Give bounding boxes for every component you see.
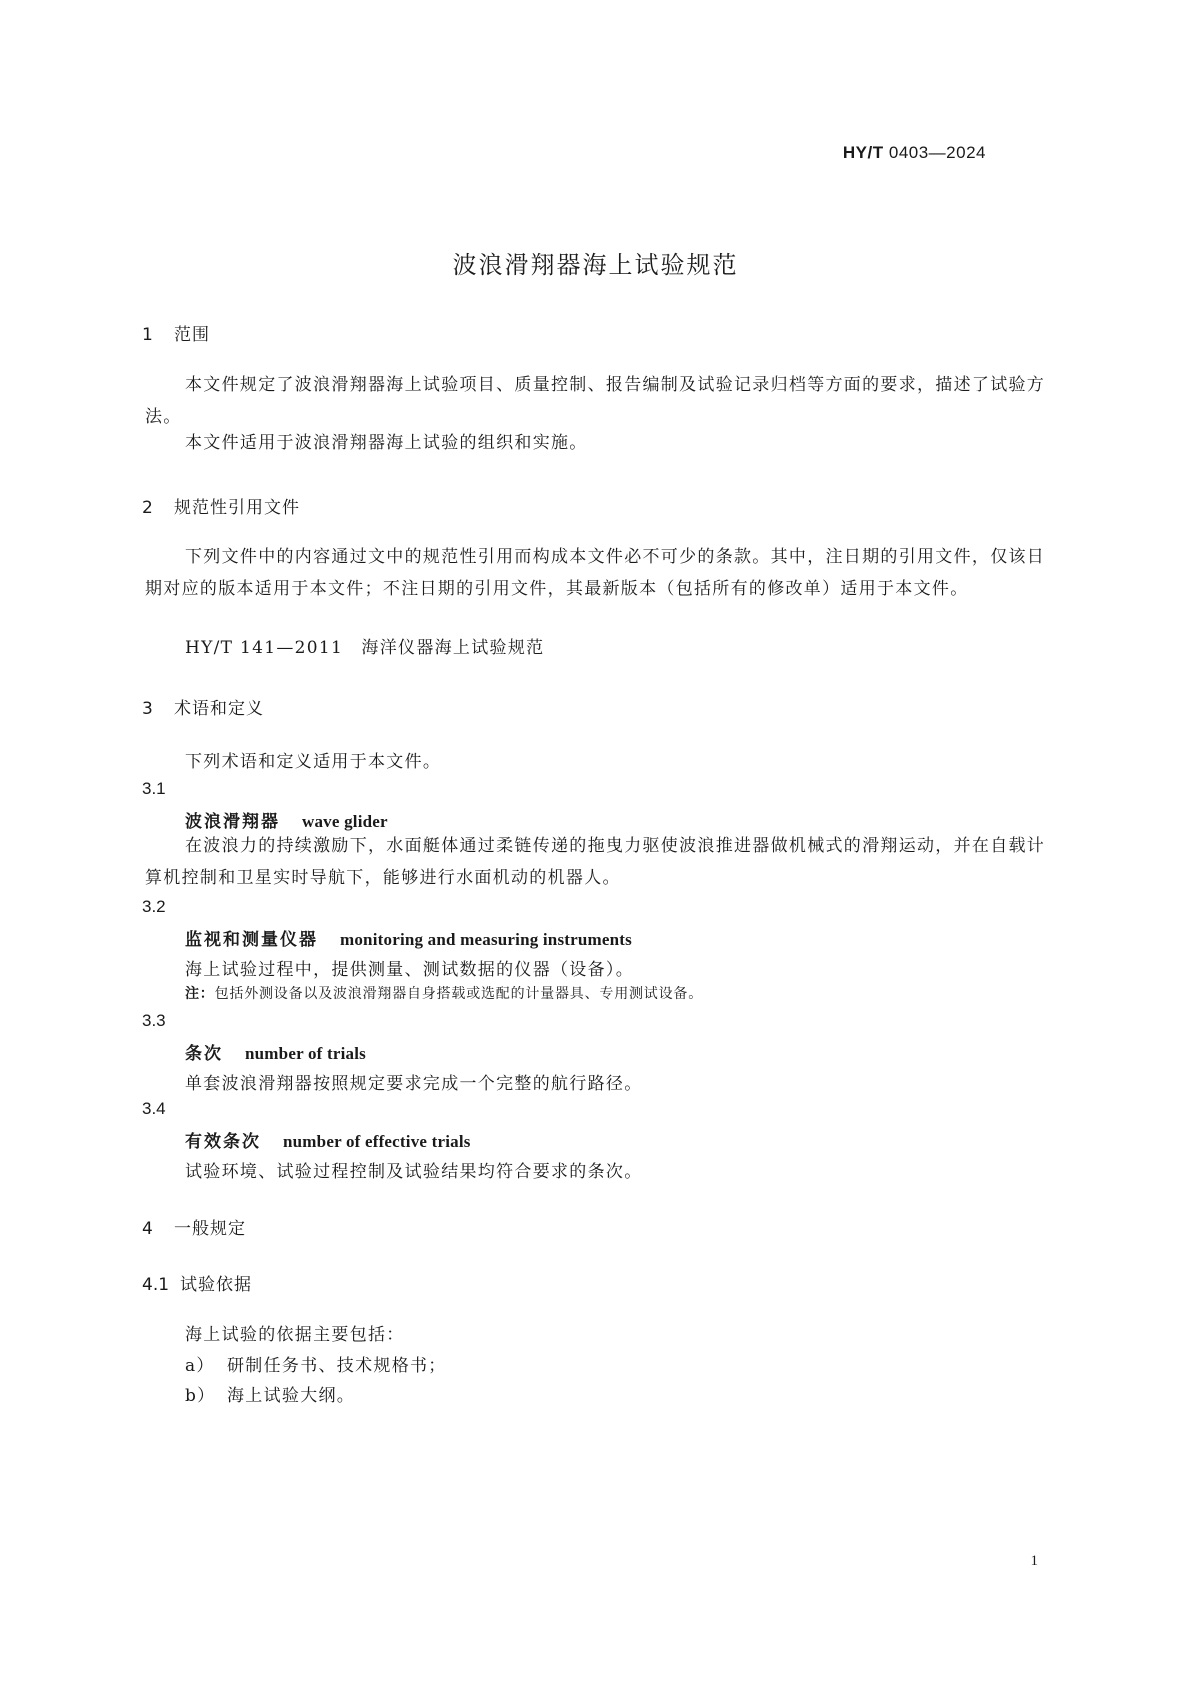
term-heading: 波浪滑翔器 wave glider	[185, 812, 388, 832]
subsection-4-1-heading: 4.1 试验依据	[142, 1275, 252, 1295]
list-item: b） 海上试验大纲。	[185, 1386, 356, 1406]
section-1-paragraph-2: 本文件适用于波浪滑翔器海上试验的组织和实施。	[185, 433, 588, 453]
term-number: 3.1	[142, 779, 166, 798]
section-3-heading: 3 术语和定义	[142, 699, 264, 719]
section-2-paragraph: 下列文件中的内容通过文中的规范性引用而构成本文件必不可少的条款。其中，注日期的引用文件，仅该日期对应的版本适用于本文件；不注日期的引用文件，其最新版本（包括所有的修改单）适用于本文件。	[145, 547, 1046, 599]
section-4-heading: 4 一般规定	[142, 1219, 246, 1239]
section-2-heading: 2 规范性引用文件	[142, 498, 300, 518]
term-number: 3.4	[142, 1099, 166, 1118]
term-definition: 海上试验过程中，提供测量、测试数据的仪器（设备）。	[185, 960, 634, 980]
document-title: 波浪滑翔器海上试验规范	[452, 251, 739, 279]
term-definition: 单套波浪滑翔器按照规定要求完成一个完整的航行路径。	[185, 1074, 643, 1094]
page-number: 1	[1030, 1553, 1038, 1569]
term-number: 3.3	[142, 1011, 166, 1030]
term-heading: 条次 number of trials	[185, 1044, 366, 1064]
terms-intro: 下列术语和定义适用于本文件。	[185, 752, 442, 772]
list-item: a） 研制任务书、技术规格书；	[185, 1356, 447, 1376]
term-definition: 在波浪力的持续激励下，水面艇体通过柔链传递的拖曳力驱使波浪推进器做机械式的滑翔运动，并在自载计算机控制和卫星实时导航下，能够进行水面机动的机器人。	[145, 836, 1046, 888]
term-number: 3.2	[142, 897, 166, 916]
term-note: 注：包括外测设备以及波浪滑翔器自身搭载或选配的计量器具、专用测试设备。	[185, 986, 704, 1002]
term-definition: 试验环境、试验过程控制及试验结果均符合要求的条次。	[185, 1162, 643, 1182]
normative-reference: HY/T 141—2011 海洋仪器海上试验规范	[185, 638, 545, 658]
subsection-intro: 海上试验的依据主要包括：	[185, 1325, 405, 1345]
term-heading: 监视和测量仪器 monitoring and measuring instruments	[185, 930, 632, 950]
section-1-heading: 1 范围	[142, 325, 210, 345]
standard-code: HY/T 0403—2024	[842, 143, 986, 162]
section-1-paragraph-1: 本文件规定了波浪滑翔器海上试验项目、质量控制、报告编制及试验记录归档等方面的要求，描述了试验方法。	[145, 375, 1046, 427]
term-heading: 有效条次 number of effective trials	[185, 1132, 471, 1152]
